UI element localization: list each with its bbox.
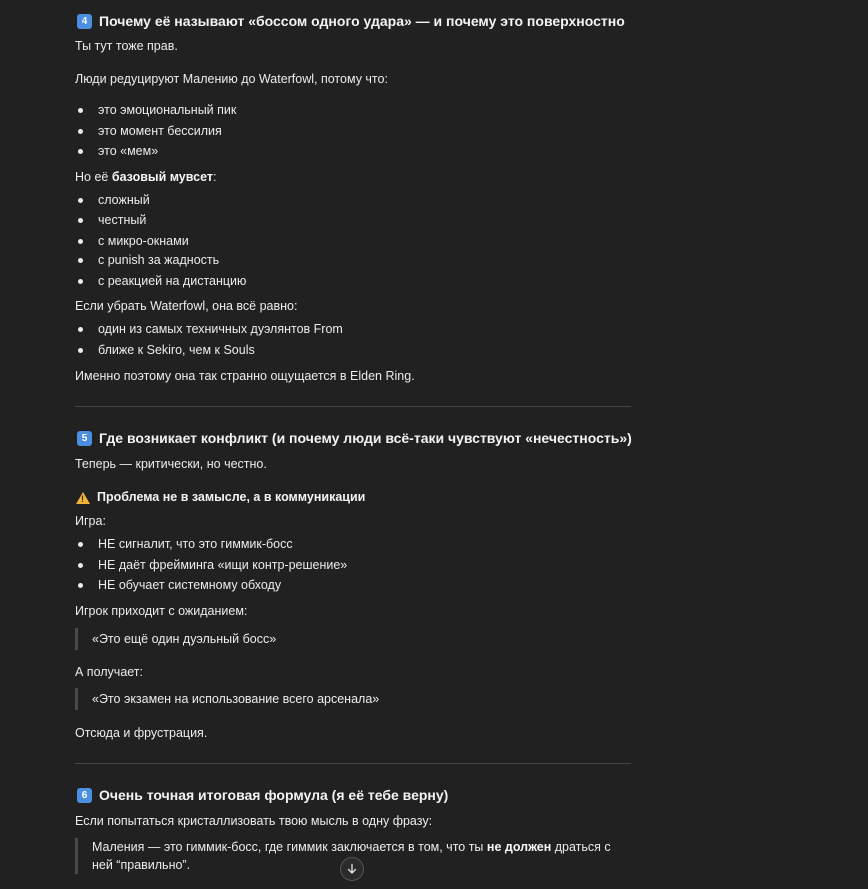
paragraph: Теперь — критически, но честно. xyxy=(75,457,267,471)
paragraph: Но её базовый мувсет: xyxy=(75,170,217,184)
list-item: с реакцией на дистанцию xyxy=(75,273,246,291)
list-item: с punish за жадность xyxy=(75,252,219,270)
paragraph: Игра: xyxy=(75,514,106,528)
section-5-heading xyxy=(75,429,632,449)
warning-icon xyxy=(76,492,90,504)
scroll-to-bottom-button[interactable] xyxy=(340,857,364,881)
list-item: это эмоциональный пик xyxy=(75,102,236,120)
section-4-heading xyxy=(75,12,625,32)
section-5-title: Где возникает конфликт (и почему люди всё-таки чувствуют «нечестность») xyxy=(99,430,632,446)
paragraph: Именно поэтому она так странно ощущается в Elden Ring. xyxy=(75,369,415,383)
paragraph: Ты тут тоже прав. xyxy=(75,39,178,53)
keycap-6-icon: 6 xyxy=(77,788,92,803)
divider xyxy=(75,763,631,764)
list-item: ближе к Sekiro, чем к Souls xyxy=(75,342,255,360)
list-item: это момент бессилия xyxy=(75,123,222,141)
list-item: сложный xyxy=(75,192,150,210)
paragraph: Если убрать Waterfowl, она всё равно: xyxy=(75,299,298,313)
divider xyxy=(75,406,631,407)
keycap-4-icon: 4 xyxy=(77,14,92,29)
paragraph: Если попытаться кристаллизовать твою мысль в одну фразу: xyxy=(75,814,433,828)
section-4-title: Почему её называют «боссом одного удара» — и почему это поверхностно xyxy=(99,13,625,29)
paragraph: Игрок приходит с ожиданием: xyxy=(75,604,248,618)
list-item: один из самых техничных дуэлянтов From xyxy=(75,321,343,339)
blockquote: «Это ещё один дуэльный босс» xyxy=(75,628,276,650)
list-item: честный xyxy=(75,212,146,230)
arrow-down-icon xyxy=(346,863,358,875)
list-item: это «мем» xyxy=(75,143,158,161)
list-item: с микро-окнами xyxy=(75,233,189,251)
section-6-heading xyxy=(75,786,448,806)
paragraph: А получает: xyxy=(75,665,143,679)
list-item: НЕ даёт фрейминга «ищи контр-решение» xyxy=(75,557,347,575)
section-6-title: Очень точная итоговая формула (я её тебе верну) xyxy=(99,787,449,803)
subheading: ! Проблема не в замысле, а в коммуникации xyxy=(75,489,365,507)
list-item: НЕ обучает системному обходу xyxy=(75,577,281,595)
paragraph: Отсюда и фрустрация. xyxy=(75,726,208,740)
blockquote: Маления — это гиммик-босс, где гиммик заключается в том, что ты не должен драться с ней “правильно”. xyxy=(75,838,622,874)
blockquote: «Это экзамен на использование всего арсенала» xyxy=(75,688,379,710)
paragraph: Люди редуцируют Малению до Waterfowl, потому что: xyxy=(75,72,388,86)
list-item: НЕ сигналит, что это гиммик-босс xyxy=(75,536,293,554)
keycap-5-icon: 5 xyxy=(77,431,92,446)
